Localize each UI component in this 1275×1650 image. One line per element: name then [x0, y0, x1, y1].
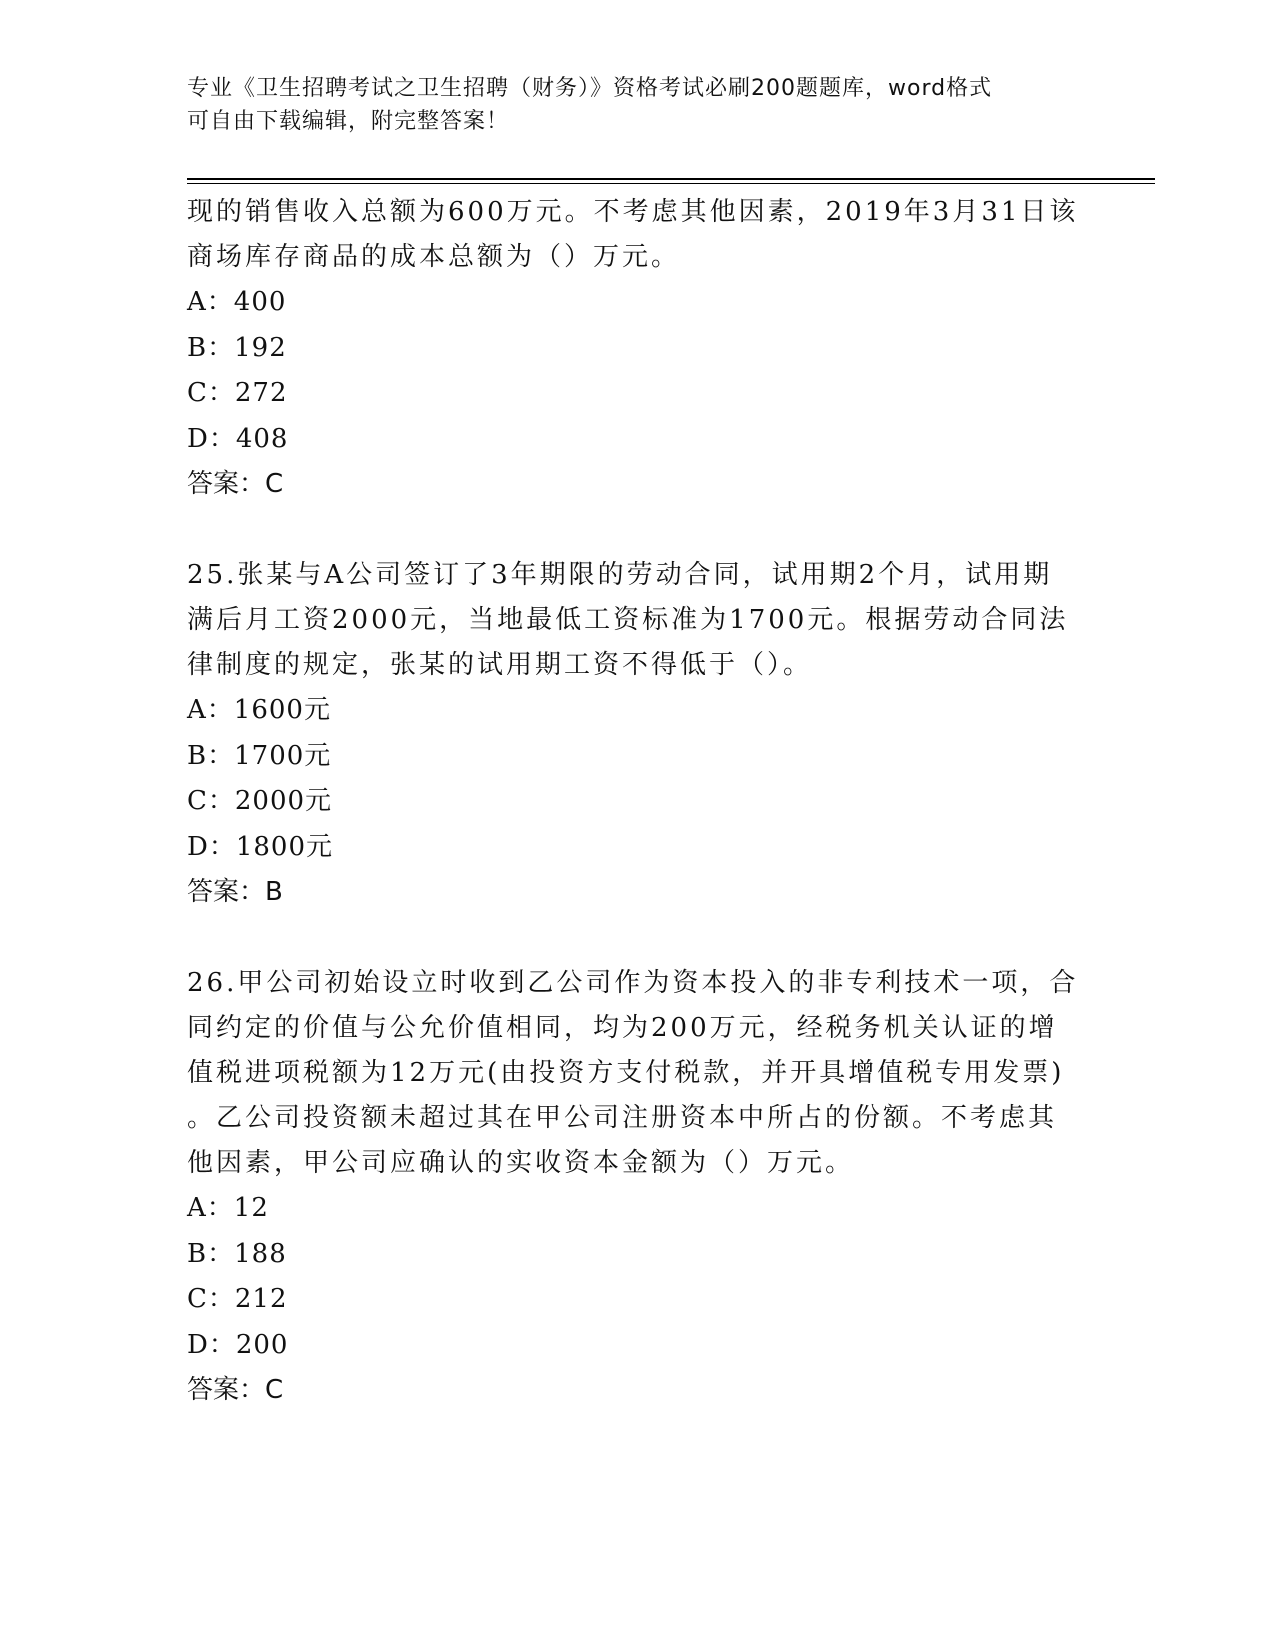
option-d: D：1800元 — [187, 831, 334, 862]
option-b: B：1700元 — [187, 740, 332, 771]
question-text-line: 。乙公司投资额未超过其在甲公司注册资本中所占的份额。不考虑其 — [187, 1103, 1058, 1133]
page-header — [187, 72, 1087, 138]
header-line-1: 专业《卫生招聘考试之卫生招聘（财务）》资格考试必刷200题题库，word格式 — [187, 76, 993, 101]
question-text-line: 满后月工资2000元，当地最低工资标准为1700元。根据劳动合同法 — [187, 605, 1069, 635]
question-24-continued — [187, 190, 1087, 507]
question-text-line: 25.张某与A公司签订了3年期限的劳动合同，试用期2个月，试用期 — [187, 560, 1053, 590]
question-text-line: 商场库存商品的成本总额为（）万元。 — [187, 242, 681, 272]
question-text-line: 值税进项税额为12万元(由投资方支付税款，并开具增值税专用发票) — [187, 1058, 1065, 1088]
option-d: D：408 — [187, 423, 289, 454]
answer-line: 答案：C — [187, 1375, 284, 1405]
option-b: B：188 — [187, 1238, 287, 1269]
option-c: C：212 — [187, 1284, 288, 1314]
option-a: A：1600元 — [187, 695, 331, 725]
document-body — [187, 190, 1087, 1413]
question-text-line: 律制度的规定，张某的试用期工资不得低于（）。 — [187, 650, 813, 680]
question-25 — [187, 553, 1087, 915]
option-c: C：272 — [187, 378, 288, 408]
question-26 — [187, 961, 1087, 1413]
option-b: B：192 — [187, 332, 287, 363]
answer-line: 答案：C — [187, 469, 284, 499]
header-divider-thin — [187, 183, 1155, 184]
question-text-line: 26.甲公司初始设立时收到乙公司作为资本投入的非专利技术一项，合 — [187, 968, 1079, 998]
option-a: A：12 — [187, 1193, 269, 1223]
header-line-2: 可自由下载编辑，附完整答案！ — [187, 109, 510, 134]
option-a: A：400 — [187, 287, 287, 317]
question-text-line: 他因素，甲公司应确认的实收资本金额为（）万元。 — [187, 1148, 855, 1178]
question-text-line: 同约定的价值与公允价值相同，均为200万元，经税务机关认证的增 — [187, 1013, 1058, 1043]
option-d: D：200 — [187, 1329, 289, 1360]
answer-line: 答案：B — [187, 877, 283, 907]
question-text-line: 现的销售收入总额为600万元。不考虑其他因素，2019年3月31日该 — [187, 197, 1079, 227]
option-c: C：2000元 — [187, 786, 333, 816]
header-divider-thick — [187, 178, 1155, 180]
